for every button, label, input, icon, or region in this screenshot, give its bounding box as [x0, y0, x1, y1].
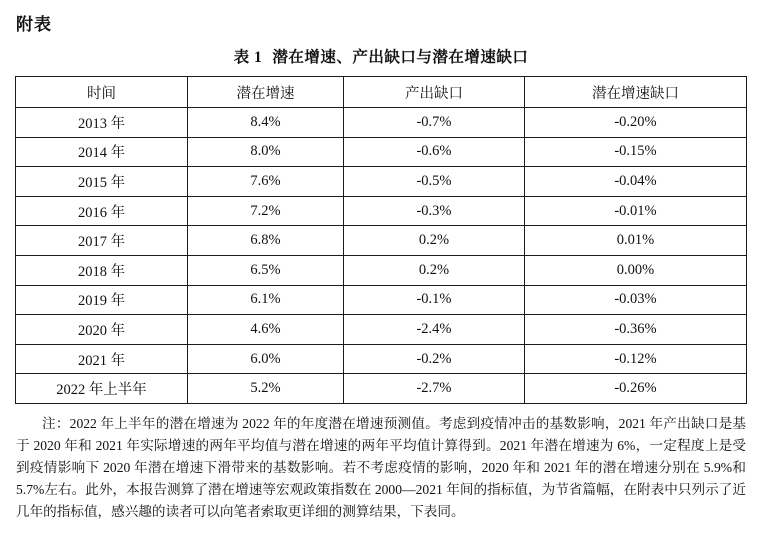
cell-output-gap: -0.6%	[344, 137, 525, 167]
cell-potential-growth-gap: -0.26%	[525, 374, 747, 404]
cell-time: 2018 年	[16, 255, 188, 285]
cell-potential-growth-gap: -0.03%	[525, 285, 747, 315]
table-caption-title: 潜在增速、产出缺口与潜在增速缺口	[272, 49, 529, 66]
cell-output-gap: -0.7%	[344, 108, 525, 138]
cell-potential-growth-gap: -0.20%	[525, 108, 747, 138]
cell-output-gap: -2.7%	[344, 374, 525, 404]
section-heading: 附表	[16, 15, 52, 34]
cell-output-gap: -0.3%	[344, 196, 525, 226]
cell-potential-growth: 5.2%	[188, 374, 344, 404]
table-note-text: 注：2022 年上半年的潜在增速为 2022 年的年度潜在增速预测值。考虑到疫情冲击的基数影响，2021 年产出缺口是基于 2020 年和 2021 年实际增速的两年平均值与潜在增速的两年平均值计算得到。2021 年潜在增速为 6%，一定程度上是受到疫情影响下 2020 年潜在增速下滑带来的基数影响。若不考虑疫情的影响，2020 年和 2021 年的潜在增速分别在 5.9%和 5.7%左右。此外，本报告测算了潜在增速等宏观政策指数在 2000—2021 年间的指标值，为节省篇幅，在附表中只列示了近几年的指标值，感兴趣的读者可以向笔者索取更详细的测算结果，下表同。	[16, 415, 746, 519]
cell-time: 2014 年	[16, 137, 188, 167]
table-row	[16, 137, 747, 167]
table-row	[16, 374, 747, 404]
cell-potential-growth: 4.6%	[188, 315, 344, 345]
cell-potential-growth-gap: -0.04%	[525, 167, 747, 197]
cell-time: 2021 年	[16, 344, 188, 374]
cell-time: 2019 年	[16, 285, 188, 315]
cell-potential-growth-gap: 0.01%	[525, 226, 747, 256]
table-row	[16, 196, 747, 226]
cell-potential-growth: 6.8%	[188, 226, 344, 256]
cell-potential-growth: 8.0%	[188, 137, 344, 167]
column-header-potential-growth: 潜在增速	[188, 77, 344, 108]
table-header-row	[16, 77, 747, 108]
cell-potential-growth: 7.2%	[188, 196, 344, 226]
cell-output-gap: -0.5%	[344, 167, 525, 197]
cell-potential-growth-gap: -0.01%	[525, 196, 747, 226]
column-header-time: 时间	[16, 77, 188, 108]
table-row	[16, 255, 747, 285]
table-caption	[14, 45, 748, 67]
cell-time: 2022 年上半年	[16, 374, 188, 404]
cell-output-gap: -0.2%	[344, 344, 525, 374]
table-caption-label: 表 1	[233, 49, 263, 66]
column-header-potential-growth-gap: 潜在增速缺口	[525, 77, 747, 108]
cell-output-gap: -2.4%	[344, 315, 525, 345]
cell-potential-growth-gap: -0.12%	[525, 344, 747, 374]
table-row	[16, 167, 747, 197]
table-row	[16, 344, 747, 374]
table-row	[16, 108, 747, 138]
cell-time: 2017 年	[16, 226, 188, 256]
cell-potential-growth: 6.5%	[188, 255, 344, 285]
cell-output-gap: 0.2%	[344, 226, 525, 256]
table-row	[16, 315, 747, 345]
cell-potential-growth-gap: -0.15%	[525, 137, 747, 167]
cell-time: 2013 年	[16, 108, 188, 138]
cell-time: 2016 年	[16, 196, 188, 226]
cell-potential-growth: 6.1%	[188, 285, 344, 315]
cell-output-gap: -0.1%	[344, 285, 525, 315]
cell-potential-growth: 7.6%	[188, 167, 344, 197]
cell-potential-growth: 8.4%	[188, 108, 344, 138]
cell-time: 2015 年	[16, 167, 188, 197]
table-row	[16, 226, 747, 256]
potential-growth-table	[15, 76, 747, 404]
table-row	[16, 285, 747, 315]
table-note	[16, 413, 746, 523]
cell-time: 2020 年	[16, 315, 188, 345]
cell-output-gap: 0.2%	[344, 255, 525, 285]
column-header-output-gap: 产出缺口	[344, 77, 525, 108]
cell-potential-growth: 6.0%	[188, 344, 344, 374]
cell-potential-growth-gap: 0.00%	[525, 255, 747, 285]
cell-potential-growth-gap: -0.36%	[525, 315, 747, 345]
